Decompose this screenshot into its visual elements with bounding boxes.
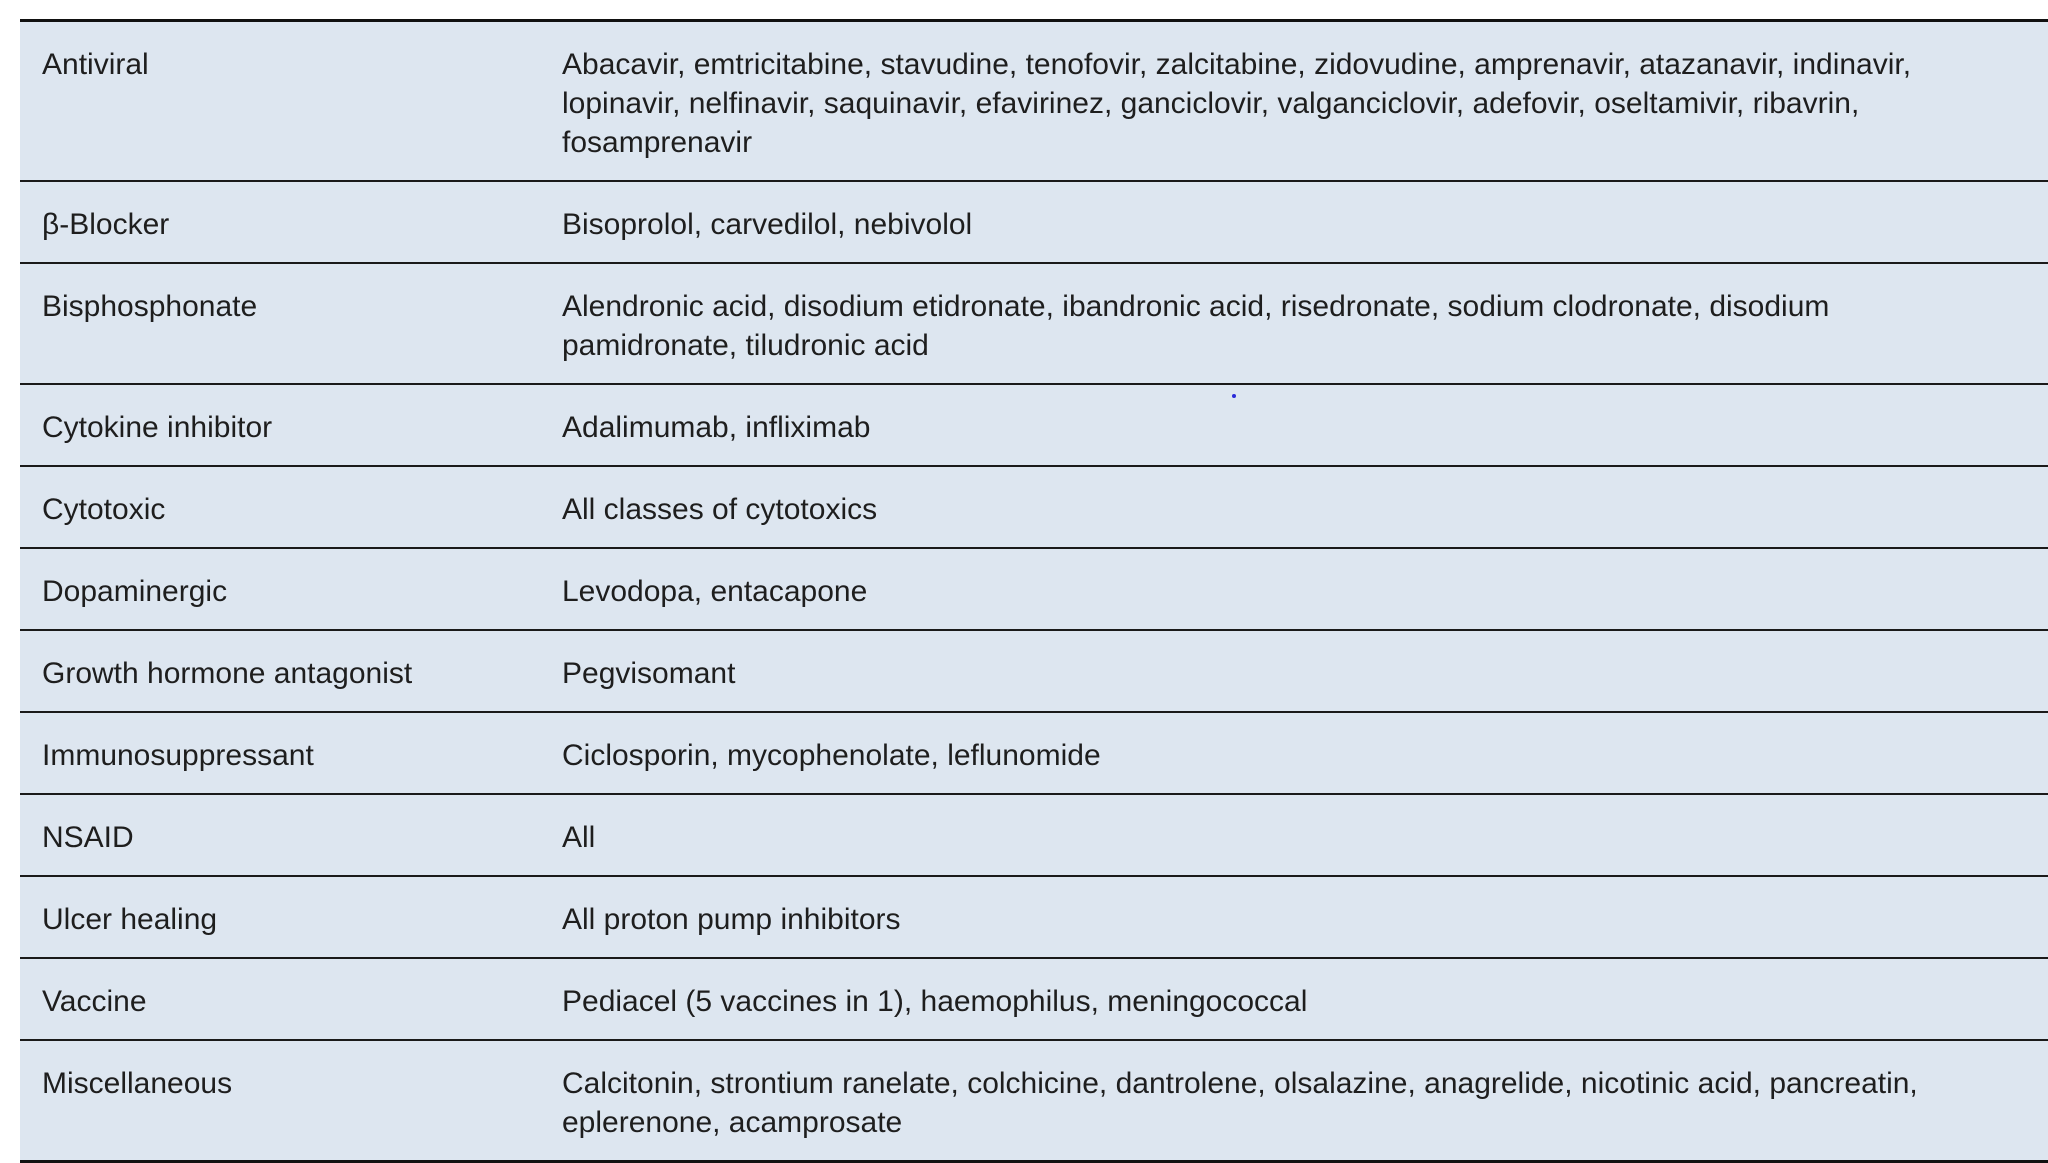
drugs-cell: Calcitonin, strontium ranelate, colchicine, dantrolene, olsalazine, anagrelide, nicotinic acid, pancreatin, eplerenone, acamprosate bbox=[562, 1040, 2048, 1162]
category-cell: Bisphosphonate bbox=[20, 263, 562, 384]
table-row bbox=[20, 1040, 2048, 1162]
category-cell: Ulcer healing bbox=[20, 876, 562, 958]
drugs-cell: Ciclosporin, mycophenolate, leflunomide bbox=[562, 712, 2048, 794]
drugs-cell: Pegvisomant bbox=[562, 630, 2048, 712]
category-cell: Dopaminergic bbox=[20, 548, 562, 630]
category-cell: Antiviral bbox=[20, 21, 562, 182]
drugs-cell: Bisoprolol, carvedilol, nebivolol bbox=[562, 181, 2048, 263]
table-row bbox=[20, 958, 2048, 1040]
table-row bbox=[20, 630, 2048, 712]
category-cell: Growth hormone antagonist bbox=[20, 630, 562, 712]
drug-table-container bbox=[20, 19, 2048, 1163]
category-cell: Vaccine bbox=[20, 958, 562, 1040]
table-row bbox=[20, 876, 2048, 958]
drugs-cell: All proton pump inhibitors bbox=[562, 876, 2048, 958]
category-cell: NSAID bbox=[20, 794, 562, 876]
table-row bbox=[20, 466, 2048, 548]
table-row bbox=[20, 21, 2048, 182]
category-cell: β-Blocker bbox=[20, 181, 562, 263]
drugs-cell: Pediacel (5 vaccines in 1), haemophilus, meningococcal bbox=[562, 958, 2048, 1040]
table-row bbox=[20, 263, 2048, 384]
table-row bbox=[20, 794, 2048, 876]
table-row bbox=[20, 712, 2048, 794]
table-row bbox=[20, 181, 2048, 263]
drug-class-table bbox=[20, 19, 2048, 1163]
drugs-cell: Adalimumab, infliximab bbox=[562, 384, 2048, 466]
drugs-cell: All bbox=[562, 794, 2048, 876]
table-row bbox=[20, 548, 2048, 630]
drugs-cell: All classes of cytotoxics bbox=[562, 466, 2048, 548]
drugs-cell: Abacavir, emtricitabine, stavudine, tenofovir, zalcitabine, zidovudine, amprenavir, atazanavir, indinavir, lopinavir, nelfinavir, saquinavir, efavirinez, ganciclovir, valganciclovir, adefovir, oseltamivir, ribavrin, fosamprenavir bbox=[562, 21, 2048, 182]
category-cell: Miscellaneous bbox=[20, 1040, 562, 1162]
category-cell: Cytokine inhibitor bbox=[20, 384, 562, 466]
drugs-cell: Alendronic acid, disodium etidronate, ibandronic acid, risedronate, sodium clodronate, disodium pamidronate, tiludronic acid bbox=[562, 263, 2048, 384]
table-row bbox=[20, 384, 2048, 466]
stray-dot-mark bbox=[1232, 394, 1236, 398]
category-cell: Cytotoxic bbox=[20, 466, 562, 548]
drugs-cell: Levodopa, entacapone bbox=[562, 548, 2048, 630]
category-cell: Immunosuppressant bbox=[20, 712, 562, 794]
